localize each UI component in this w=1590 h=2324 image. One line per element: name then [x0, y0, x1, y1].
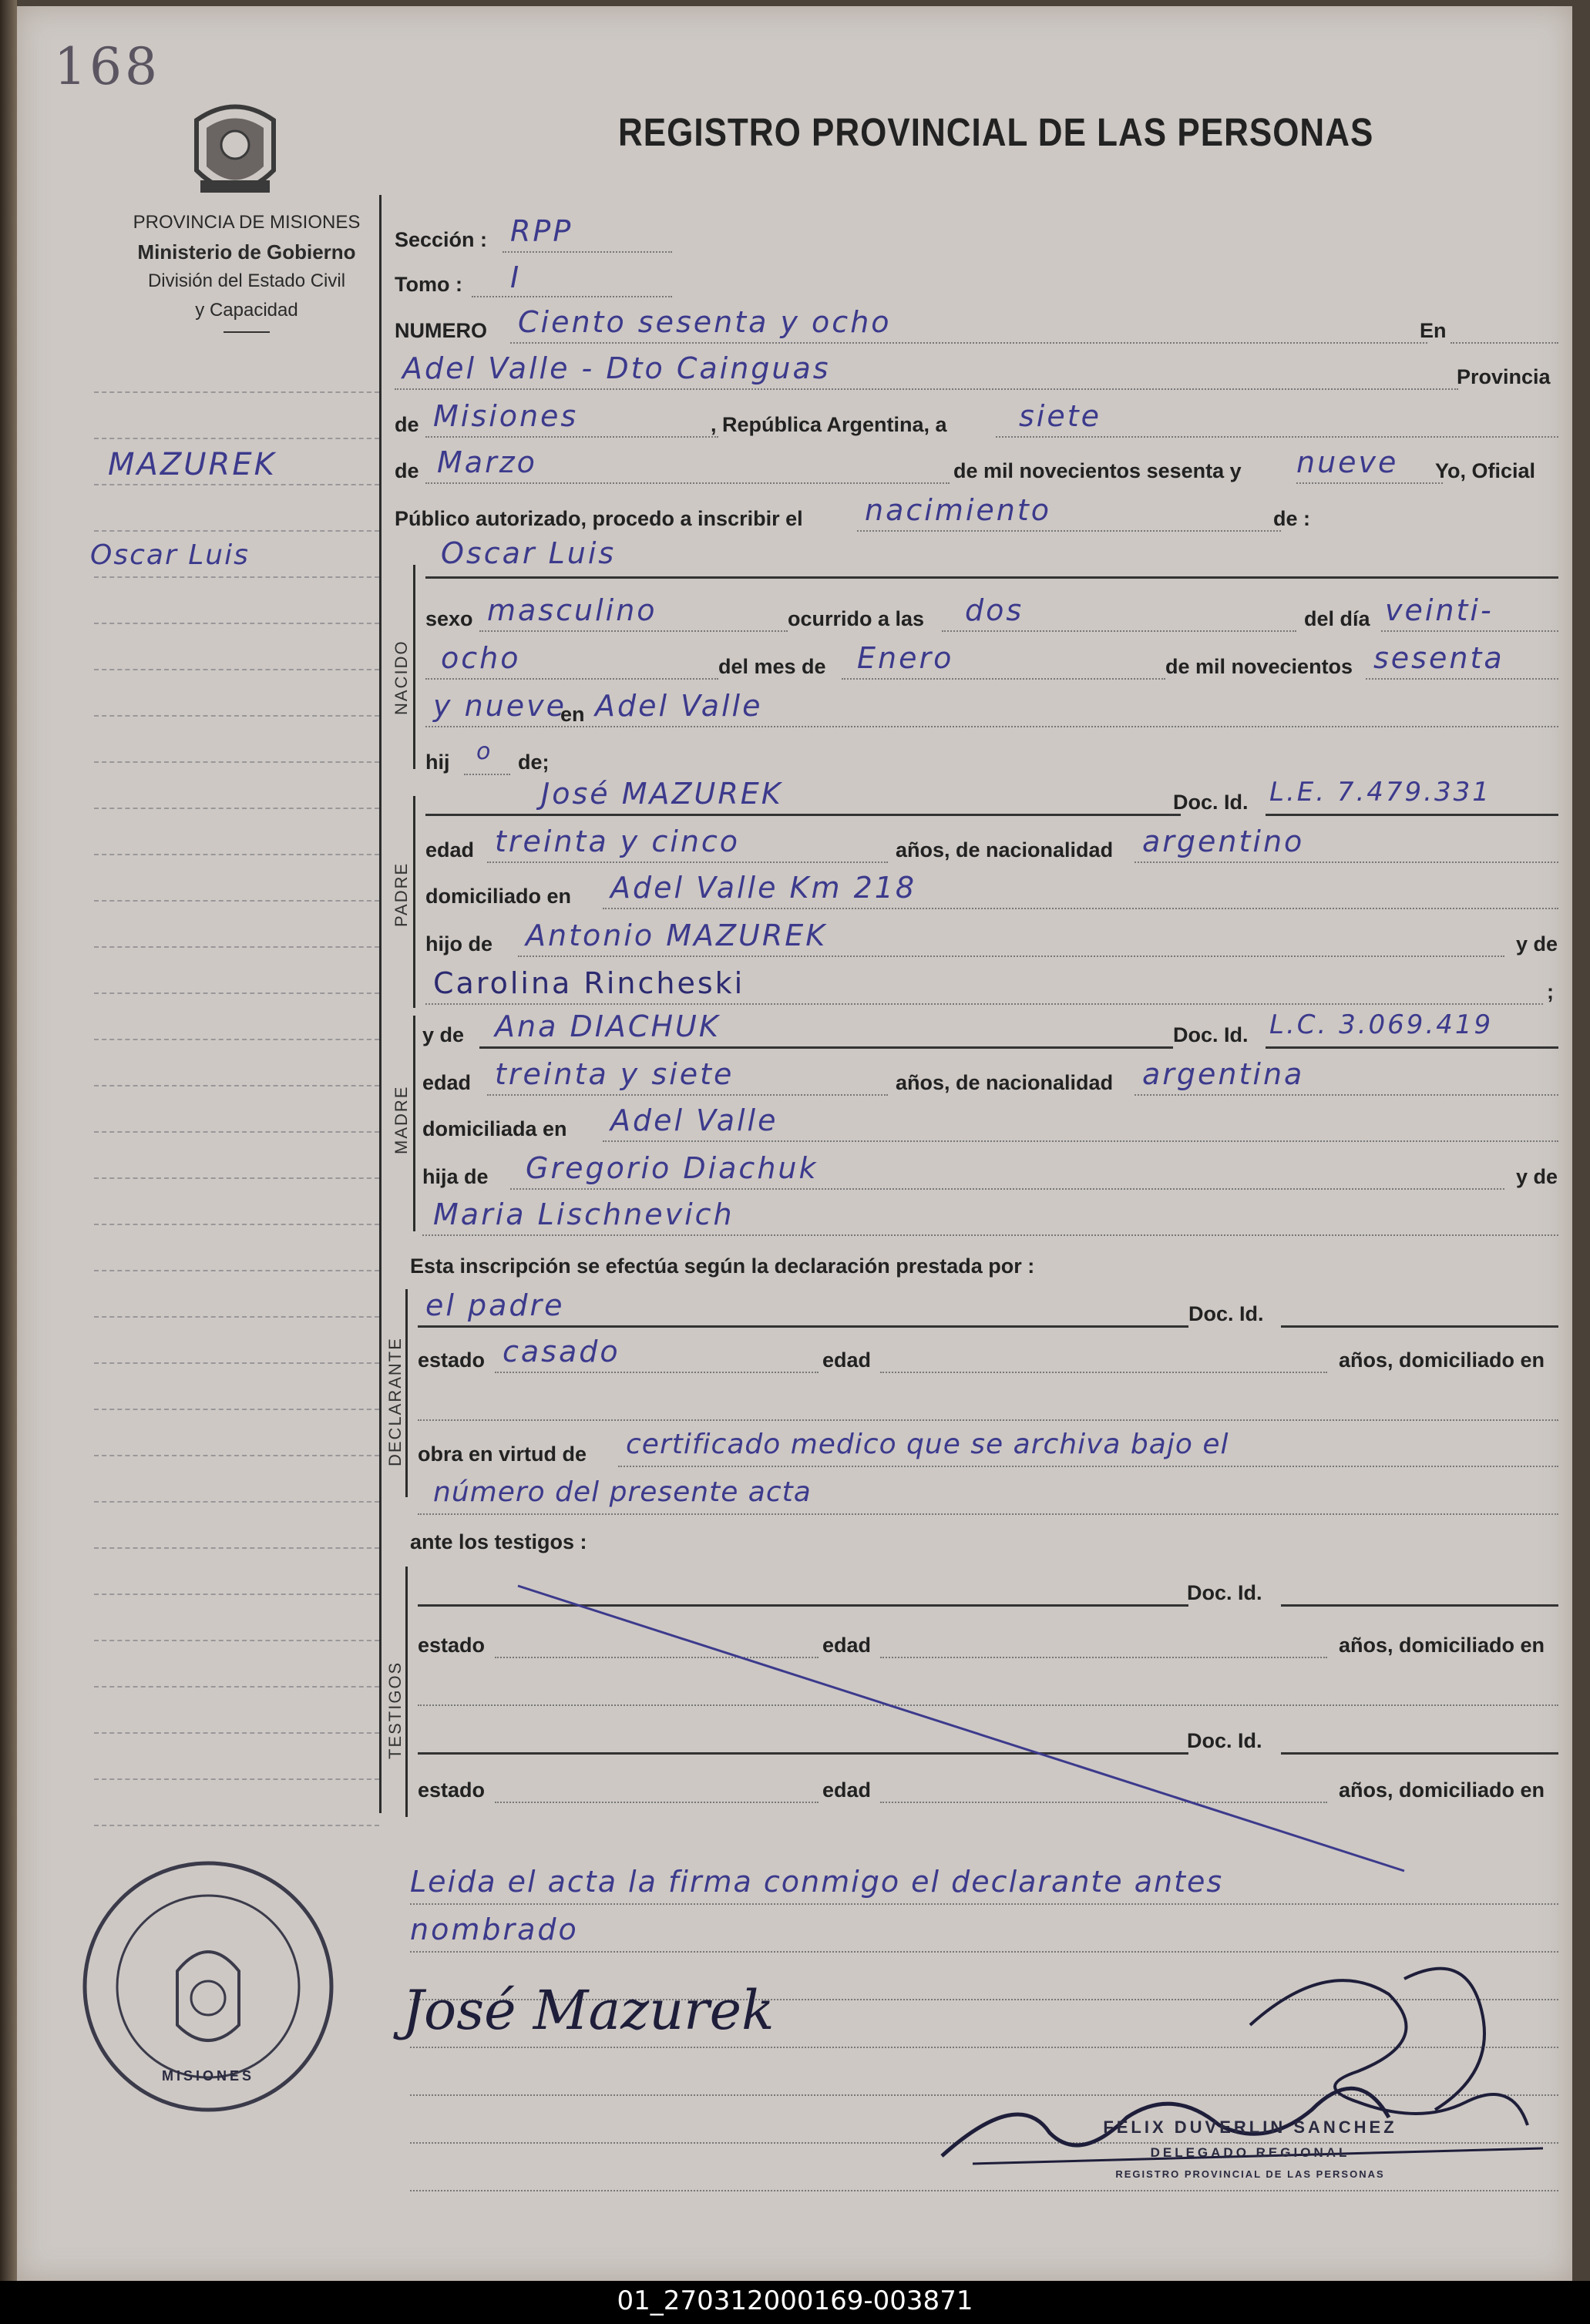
madre-madre-line [422, 1234, 1558, 1236]
margin-line [94, 1501, 379, 1503]
margin-line [94, 900, 379, 902]
cancel-stroke [510, 1578, 1435, 1886]
margin-line [94, 1686, 379, 1688]
label-obra: obra en virtud de [418, 1442, 587, 1466]
mes-nac-line [842, 678, 1165, 680]
padre-edad-line [487, 861, 888, 863]
sexo-line [479, 630, 788, 632]
seccion-line [503, 251, 672, 253]
label-semicolon: ; [1547, 980, 1554, 1003]
page-number: 168 [54, 37, 160, 96]
madre-doc: L.C. 3.069.419 [1269, 1009, 1494, 1040]
margin-line [94, 1224, 379, 1225]
registry-title: REGISTRO PROVINCIAL DE LAS PERSONAS [618, 111, 1374, 155]
margin-line [94, 1085, 379, 1086]
value-provincia: Misiones [433, 399, 579, 433]
label-hija-de: hija de [422, 1165, 489, 1188]
declarante-nombre: el padre [425, 1288, 565, 1322]
label-en: En [1420, 319, 1447, 342]
padre-doc: L.E. 7.479.331 [1269, 777, 1491, 808]
margin-line [94, 854, 379, 855]
madre-nac-line [1135, 1094, 1558, 1096]
value-hora: dos [965, 593, 1024, 627]
value-mes: Marzo [437, 445, 537, 479]
margin-line [94, 1778, 379, 1780]
division-name: División del Estado Civil [147, 270, 346, 291]
padre-domicilio: Adel Valle Km 218 [610, 871, 917, 905]
value-lugar: Adel Valle - Dto Cainguas [402, 351, 831, 385]
value-anio: nueve [1296, 445, 1399, 479]
hora-line [942, 630, 1296, 632]
label-madre-anos: años, de nacionalidad [896, 1071, 1114, 1094]
madre-edad-line [487, 1094, 888, 1096]
dia-nac-line-2 [425, 678, 718, 680]
label-de-colon: de : [1273, 507, 1311, 530]
declarant-signature: José Mazurek [402, 1979, 775, 2042]
label-declarante-estado: estado [418, 1348, 486, 1372]
margin-line [94, 623, 379, 624]
margin-line [94, 669, 379, 670]
anio-nac-line [1366, 678, 1558, 680]
margin-line [94, 1316, 379, 1318]
header-divider [224, 331, 270, 333]
margin-line [94, 1547, 379, 1549]
label-madre-edad: edad [422, 1071, 472, 1094]
margin-line [94, 808, 379, 809]
label-padre-y-de: y de [1516, 932, 1558, 955]
official-role: DELEGADO REGIONAL [1150, 2145, 1350, 2160]
value-dia-nac-1: veinti- [1385, 593, 1494, 627]
label-testigo1-anos: años, domiciliado en [1339, 1634, 1545, 1657]
declarante-obra-2: número del presente acta [433, 1476, 812, 1508]
padre-dom-line [603, 908, 1558, 909]
label-ante: ante los testigos : [410, 1530, 587, 1553]
document-page [17, 6, 1572, 2281]
madre-madre: Maria Lischnevich [433, 1197, 734, 1231]
value-seccion: RPP [510, 214, 573, 248]
madre-nombre: Ana DIACHUK [495, 1009, 721, 1043]
label-declarante-anos: años, domiciliado en [1339, 1348, 1545, 1372]
padre-nac-line [1135, 861, 1558, 863]
madre-edad: treinta y siete [495, 1057, 734, 1091]
label-de-provincia: de [395, 413, 419, 436]
label-testigo1-edad: edad [822, 1634, 872, 1657]
padre-padre-line [518, 955, 1504, 957]
dia-nac-line [1381, 630, 1558, 632]
margin-line [94, 715, 379, 717]
declarante-dom-line [418, 1419, 1558, 1421]
image-identifier: 01_270312000169-003871 [617, 2285, 973, 2316]
book-spine [0, 0, 17, 2281]
margin-line [94, 1594, 379, 1595]
nacido-rule [413, 565, 415, 769]
padre-rule [413, 796, 415, 1008]
madre-nombre-line [479, 1046, 1173, 1049]
value-anio-nac-1: sesenta [1373, 641, 1504, 675]
numero-line [510, 342, 1427, 344]
madre-rule [413, 1016, 415, 1231]
margin-line [94, 1177, 379, 1179]
label-madre: MADRE [392, 1085, 411, 1154]
label-ocurrido: ocurrido a las [788, 607, 925, 630]
margin-line [94, 992, 379, 994]
padre-edad: treinta y cinco [495, 824, 741, 858]
label-seccion: Sección : [395, 228, 488, 251]
margin-line [94, 1455, 379, 1456]
label-sexo: sexo [425, 607, 473, 630]
image-footer [0, 2281, 1590, 2324]
label-inscripcion: Esta inscripción se efectúa según la declaración prestada por : [410, 1254, 1035, 1278]
mes-line [425, 482, 950, 484]
declarante-estado: casado [503, 1335, 620, 1369]
padre-doc-line [1266, 814, 1558, 816]
value-acto: nacimiento [865, 493, 1052, 527]
margin-line [94, 1409, 379, 1410]
margin-surname: MAZUREK [108, 447, 277, 482]
label-testigo2-estado: estado [418, 1778, 486, 1802]
padre-nombre-line [425, 814, 1181, 816]
margin-line [94, 438, 379, 439]
value-mes-nac: Enero [857, 641, 954, 675]
label-de-semi: de; [518, 751, 550, 774]
declarante-obra-1: certificado medico que se archiva bajo el [626, 1429, 1229, 1460]
label-testigo2-anos: años, domiciliado en [1339, 1778, 1545, 1802]
margin-given-names: Oscar Luis [90, 539, 250, 571]
label-madre-doc: Doc. Id. [1173, 1023, 1249, 1046]
label-padre: PADRE [392, 861, 411, 927]
label-testigo1-doc: Doc. Id. [1187, 1581, 1262, 1604]
label-de-mes: de [395, 459, 419, 482]
declarante-rule [405, 1289, 408, 1497]
lugar-nac-line [425, 726, 1558, 727]
margin-line [94, 1270, 379, 1271]
label-de-mil-2: de mil novecientos [1165, 655, 1353, 678]
label-del-dia: del día [1304, 607, 1370, 630]
label-provincia: Provincia [1457, 365, 1551, 388]
margin-line [94, 946, 379, 948]
madre-padre-line [510, 1188, 1504, 1190]
padre-madre-line [425, 1003, 1543, 1005]
division-name-2: y Capacidad [195, 300, 298, 321]
label-nacido: NACIDO [392, 640, 411, 715]
madre-domicilio: Adel Valle [610, 1103, 778, 1137]
anio-line [1296, 482, 1443, 484]
main-vertical-rule [379, 195, 382, 1813]
margin-line [94, 1732, 379, 1734]
en-line [1450, 342, 1558, 344]
margin-line [94, 1825, 379, 1826]
obra-line-2 [418, 1513, 1558, 1515]
testigos-rule [405, 1567, 408, 1817]
declarante-edad-line [880, 1372, 1327, 1373]
margin-line [94, 761, 379, 763]
declarante-doc-line [1281, 1325, 1558, 1328]
padre-padre: Antonio MAZUREK [526, 919, 828, 952]
label-tomo: Tomo : [395, 273, 462, 296]
value-nombre: Oscar Luis [441, 536, 617, 570]
margin-line [94, 1039, 379, 1040]
madre-padre: Gregorio Diachuk [526, 1151, 819, 1185]
label-en-lugar: en [560, 703, 585, 726]
lugar-line [395, 388, 1458, 390]
declarante-estado-line [495, 1372, 819, 1373]
nombre-line [425, 576, 1558, 579]
label-del-mes: del mes de [718, 655, 826, 678]
label-yo-oficial: Yo, Oficial [1435, 459, 1536, 482]
label-declarante-doc: Doc. Id. [1188, 1302, 1264, 1325]
margin-line [94, 484, 379, 485]
label-madre-y-de-2: y de [1516, 1165, 1558, 1188]
margin-line [94, 1640, 379, 1641]
value-tomo: I [510, 260, 522, 294]
label-padre-edad: edad [425, 838, 475, 861]
label-hijo-de: hijo de [425, 932, 492, 955]
padre-nacionalidad: argentino [1142, 824, 1305, 858]
margin-line [94, 1362, 379, 1364]
label-declarante: DECLARANTE [385, 1337, 405, 1466]
label-padre-anos: años, de nacionalidad [896, 838, 1114, 861]
margin-line [94, 391, 379, 393]
label-madre-y-de: y de [422, 1023, 465, 1046]
label-madre-domicilio: domiciliada en [422, 1117, 567, 1140]
label-testigos: TESTIGOS [385, 1661, 405, 1759]
label-publico: Público autorizado, procedo a inscribir el [395, 507, 803, 530]
margin-line [94, 576, 379, 578]
madre-dom-line [603, 1140, 1558, 1142]
label-numero: NUMERO [395, 319, 487, 342]
province-name: PROVINCIA DE MISIONES [133, 212, 361, 233]
value-anio-nac-2: y nueve [433, 689, 566, 723]
hij-line [464, 774, 510, 775]
padre-nombre: José MAZUREK [541, 777, 783, 811]
value-hij: o [476, 738, 493, 765]
provincia-line [425, 436, 718, 438]
value-dia: siete [1019, 399, 1102, 433]
label-testigo2-doc: Doc. Id. [1187, 1729, 1262, 1752]
dia-line [996, 436, 1558, 438]
acto-line [857, 530, 1281, 532]
value-numero: Ciento sesenta y ocho [518, 305, 892, 339]
label-testigo2-edad: edad [822, 1778, 872, 1802]
label-declarante-edad: edad [822, 1348, 872, 1372]
value-sexo: masculino [487, 593, 657, 627]
declarante-nombre-line [418, 1325, 1188, 1328]
madre-doc-line [1266, 1046, 1558, 1049]
official-office: REGISTRO PROVINCIAL DE LAS PERSONAS [1115, 2168, 1385, 2180]
padre-madre: Carolina Rincheski [433, 966, 745, 1000]
margin-line [94, 530, 379, 532]
label-republica: , República Argentina, a [711, 413, 947, 436]
obra-line-1 [618, 1466, 1558, 1467]
ministry-name: Ministerio de Gobierno [137, 240, 356, 264]
label-padre-doc: Doc. Id. [1173, 791, 1249, 814]
madre-nacionalidad: argentina [1142, 1057, 1305, 1091]
value-dia-nac-2: ocho [441, 641, 521, 675]
margin-line [94, 1131, 379, 1133]
label-de-mil: de mil novecientos sesenta y [953, 459, 1242, 482]
provincial-crest-icon [185, 97, 285, 203]
value-lugar-nac: Adel Valle [595, 689, 763, 723]
closing-text-1: Leida el acta la firma conmigo el declarante antes [410, 1865, 1224, 1899]
label-testigo1-estado: estado [418, 1634, 486, 1657]
stamp-label: MISIONES [161, 2068, 254, 2084]
tomo-line [472, 296, 672, 297]
closing-text-2: nombrado [410, 1913, 579, 1946]
official-name: FELIX DUVERLIN SANCHEZ [1103, 2117, 1397, 2137]
closing-line-1 [410, 1903, 1558, 1905]
label-hij: hij [425, 751, 450, 774]
label-padre-domicilio: domiciliado en [425, 885, 572, 908]
ministry-header [85, 208, 408, 333]
